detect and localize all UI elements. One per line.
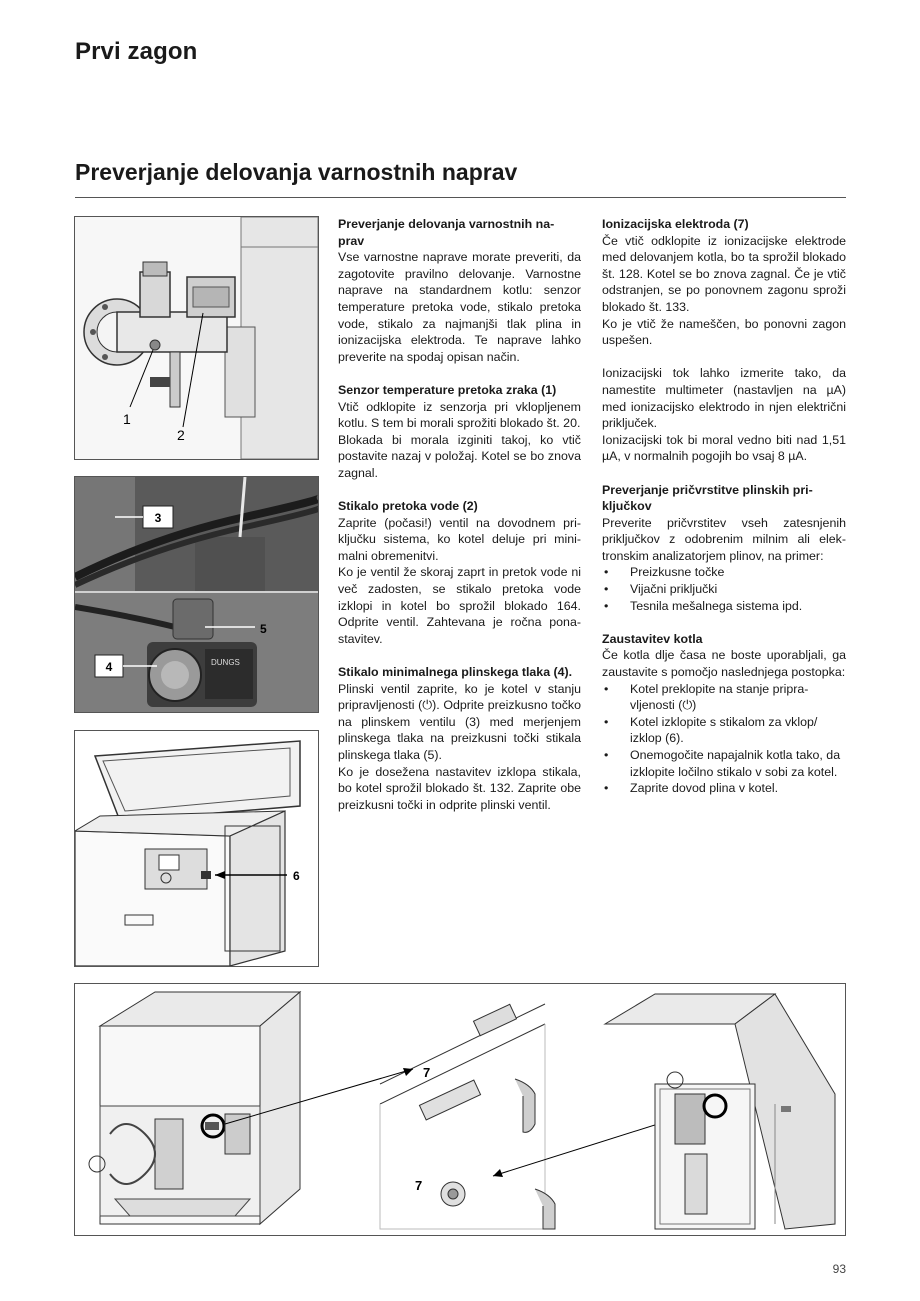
heading-ionization-electrode: Ionizacijska elektroda (7) <box>602 217 749 231</box>
list-gas-connections <box>602 564 846 614</box>
list-item: • Zaprite dovod plina v kotel. <box>602 780 846 797</box>
list-item: • Tesnila mešalnega sistema ipd. <box>602 598 846 615</box>
heading-flow-temp-sensor: Senzor temperature pretoka zraka (1) <box>338 382 557 397</box>
callout-7-bottom: 7 <box>415 1178 423 1193</box>
list-item: • Kotel izklopite s stikalom za vklop/ izklop (6). <box>602 714 846 747</box>
paragraph-ionization-2: Ko je vtič že nameščen, bo ponovni zagon uspešen. <box>602 316 846 348</box>
list-item: • Preizkusne točke <box>602 564 846 581</box>
paragraph-gas-pressure-1: Plinski ventil zaprite, ko je kotel v stanju pripravljenosti (⏻). Odprite preizkusno točko na plinskem ventilu (3) med merjenjem plinskega tlaka na preizkusni točki stikala plinskega tlaka (5). <box>338 681 581 762</box>
valve-label: DUNGS <box>211 658 240 667</box>
text-column-middle <box>338 216 581 813</box>
callout-2: 2 <box>177 427 185 443</box>
heading-safety-check: Preverjanje delovanja varnostnih na- prav <box>338 217 555 248</box>
callout-4: 4 <box>105 660 113 674</box>
paragraph-sensor-1: Vtič odklopite iz senzorja pri vklopljenem kotlu. S tem bi morali sprožiti blokado št. 20. <box>338 399 581 431</box>
figure-gas-valve-photo <box>74 476 319 713</box>
paragraph-ionization-3: Ionizacijski tok lahko izmerite tako, da namestite multimeter (nastavljen na µA) med ionizacijsko elektrodo in njen električni priključek. <box>602 366 846 431</box>
heading-min-gas-pressure: Stikalo minimalnega plinskega tlaka (4). <box>338 665 573 680</box>
paragraph-ionization-1: Če vtič odklopite iz ionizacijske elektrode med delovanjem kotla, bo ta sprožil blokado št. 128. Kotel se bo znova zagnal. Če je vtič odstranjen, se po ponovnem zagonu sproži blokado št. 133. <box>602 233 846 314</box>
paragraph-sensor-2: Blokada bi morala izginiti takoj, ko vtič postavite nazaj v položaj. Kotel se bo znova zagnal. <box>338 432 581 480</box>
paragraph-gas-connections: Preverite pričvrstitev vseh zatesnjenih priključkov z odobrenim milnim ali elektronskim analizatorjem plinov, na primer: <box>602 515 846 563</box>
list-item: • Onemogočite napajalnik kotla tako, da izklopite ločilno stikalo v sobi za kotel. <box>602 747 846 780</box>
callout-6: 6 <box>293 869 300 883</box>
heading-water-flow-switch: Stikalo pretoka vode (2) <box>338 499 478 514</box>
callout-3: 3 <box>154 511 162 525</box>
heading-boiler-shutdown: Zaustavitev kotla <box>602 631 703 646</box>
callout-7-top: 7 <box>423 1065 431 1080</box>
paragraph-shutdown: Če kotla dlje časa ne boste uporabljali, ga zaustavite s pomočjo naslednjega postopka: <box>602 648 846 680</box>
list-item: • Vijačni priključki <box>602 581 846 598</box>
paragraph-flow-switch-1: Zaprite (počasi!) ventil na dovodnem priključku sistema, ko kotel deluje pri minimalni obremenitvi. <box>338 515 581 563</box>
list-shutdown-steps <box>602 681 846 797</box>
figure-ionization-electrode <box>74 983 846 1236</box>
paragraph-gas-pressure-2: Ko je dosežena nastavitev izklopa stikala, bo kotel sprožil blokado št. 132. Zaprite obe preizkusni točki in odprite plinski ventil. <box>338 764 581 812</box>
page-title: Prvi zagon <box>75 38 198 65</box>
paragraph-ionization-4: Ionizacijski tok bi moral vedno biti nad 1,51 µA, v normalnih pogojih bo vsaj 8 µA. <box>602 432 846 464</box>
page-number: 93 <box>832 1262 846 1276</box>
callout-1: 1 <box>123 411 131 427</box>
callout-5: 5 <box>260 622 267 636</box>
figure-sensor-assembly <box>74 216 319 460</box>
list-item: • Kotel preklopite na stanje pripravljenosti (⏻) <box>602 681 846 714</box>
paragraph-safety-intro: Vse varnostne naprave morate preveriti, da zagotovite pravilno delovanje. Varnostne naprave na standardnem kotlu: senzor temperature pretoka vode, stikalo pretoka vode, stikalo za najmanjši tlak plina in ionizacijska elektroda. Te naprave lahko preverite na spodaj opisan način. <box>338 250 581 364</box>
paragraph-flow-switch-2: Ko je ventil že skoraj zaprt in pretok vode ni več zadosten, se stikalo pretoka vode izklopi in kotel bo sprožil blokado 164. Odprite ventil. Zahtevana je ročna ponastavitev. <box>338 565 581 646</box>
section-title: Preverjanje delovanja varnostnih naprav <box>75 159 518 185</box>
text-column-right <box>602 216 846 797</box>
heading-gas-connections: Preverjanje pričvrstitve plinskih priključkov <box>602 482 813 514</box>
section-divider <box>75 197 846 198</box>
figure-boiler-control-panel <box>74 730 319 967</box>
